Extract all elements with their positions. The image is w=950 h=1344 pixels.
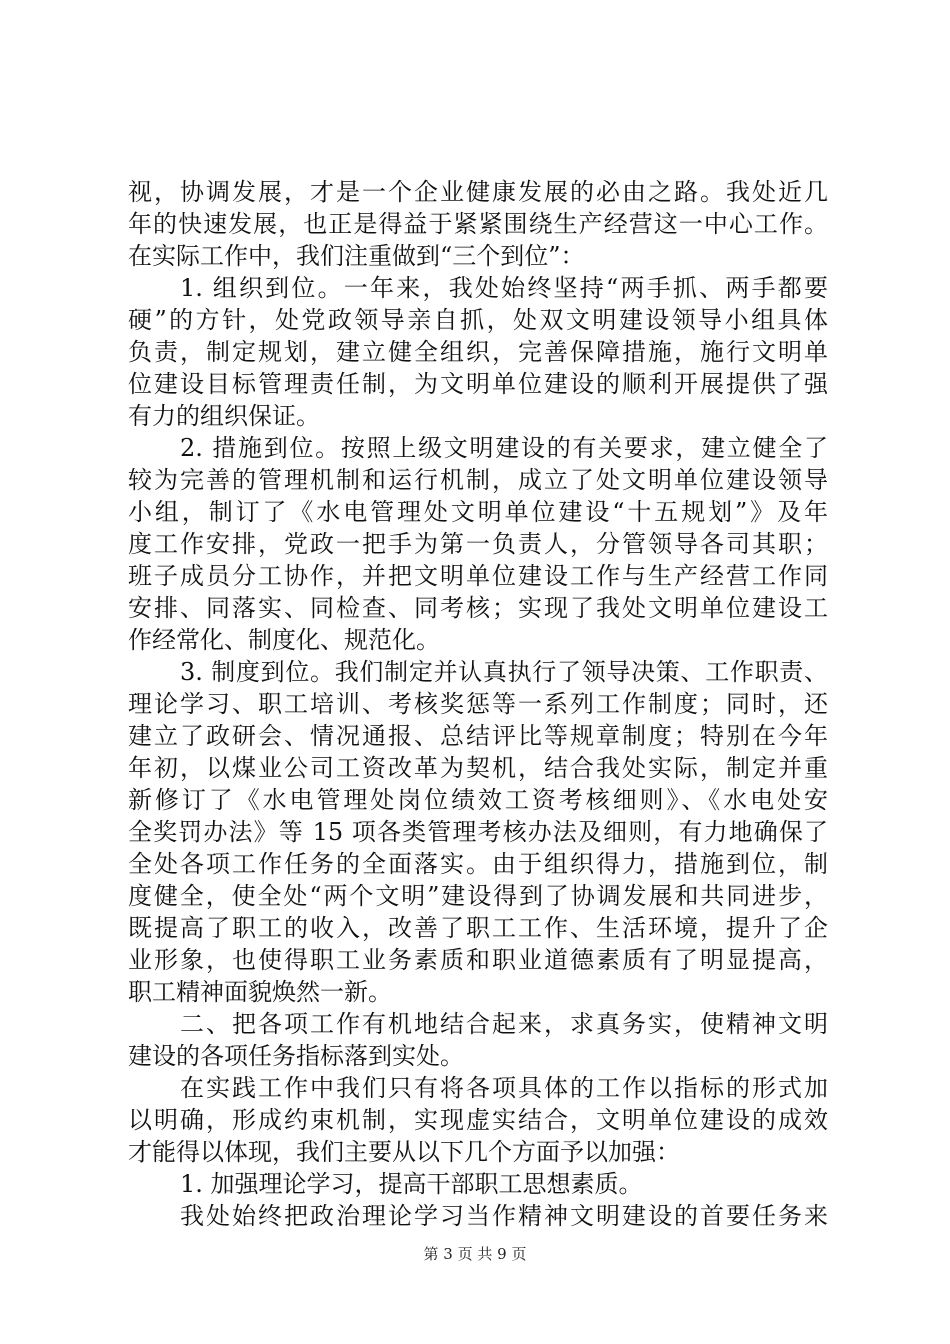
text-line: 有力的组织保证。 [128,402,320,430]
text-line: 班子成员分工协作，并把文明单位建设工作与生产经营工作同 [128,562,828,590]
page-number-footer: 第 3 页 共 9 页 [423,1245,527,1263]
text-line: 建立了政研会、情况通报、总结评比等规章制度；特别在今年 [128,722,828,750]
text-line: 负责，制定规划，建立健全组织，完善保障措施，施行文明单 [128,338,828,366]
text-line: 理论学习、职工培训、考核奖惩等一系列工作制度；同时，还 [128,690,828,718]
text-line: 职工精神面貌焕然一新。 [128,978,392,1006]
subheading-line: 1. 加强理论学习，提高干部职工思想素质。 [180,1170,643,1198]
text-line: 作经常化、制度化、规范化。 [128,626,440,654]
text-line: 3. 制度到位。我们制定并认真执行了领导决策、工作职责、 [180,658,828,686]
text-line: 小组，制订了《水电管理处文明单位建设“十五规划”》及年 [128,498,828,526]
text-line: 年的快速发展，也正是得益于紧紧围绕生产经营这一中心工作。 [128,210,828,238]
text-line: 在实践工作中我们只有将各项具体的工作以指标的形式加 [180,1074,828,1102]
text-line: 全处各项工作任务的全面落实。由于组织得力，措施到位，制 [128,850,828,878]
text-line: 较为完善的管理机制和运行机制，成立了处文明单位建设领导 [128,466,828,494]
text-line: 才能得以体现，我们主要从以下几个方面予以加强： [128,1138,680,1166]
text-line: 硬”的方针，处党政领导亲自抓，处双文明建设领导小组具体 [128,306,828,334]
text-line: 全奖罚办法》等 15 项各类管理考核办法及细则，有力地确保了 [128,818,828,846]
section-heading-line: 建设的各项任务指标落到实处。 [128,1042,464,1070]
text-line: 安排、同落实、同检查、同考核；实现了我处文明单位建设工 [128,594,828,622]
text-line: 我处始终把政治理论学习当作精神文明建设的首要任务来 [180,1202,828,1230]
section-heading-line: 二、把各项工作有机地结合起来，求真务实，使精神文明 [180,1010,828,1038]
text-line: 度工作安排，党政一把手为第一负责人，分管领导各司其职； [128,530,828,558]
body-text [128,176,828,1232]
text-line: 年初，以煤业公司工资改革为契机，结合我处实际，制定并重 [128,754,828,782]
text-line: 度健全，使全处“两个文明”建设得到了协调发展和共同进步， [128,882,828,910]
text-line: 以明确，形成约束机制，实现虚实结合，文明单位建设的成效 [128,1106,828,1134]
text-line: 2. 措施到位。按照上级文明建设的有关要求，建立健全了 [180,434,828,462]
text-line: 位建设目标管理责任制，为文明单位建设的顺利开展提供了强 [128,370,828,398]
text-line: 新修订了《水电管理处岗位绩效工资考核细则》、《水电处安 [128,786,828,814]
text-line: 视，协调发展，才是一个企业健康发展的必由之路。我处近几 [128,178,828,206]
text-line: 既提高了职工的收入，改善了职工工作、生活环境，提升了企 [128,914,828,942]
text-line: 业形象，也使得职工业务素质和职业道德素质有了明显提高， [128,946,828,974]
text-line: 在实际工作中，我们注重做到“三个到位”： [128,242,585,270]
text-line: 1. 组织到位。一年来，我处始终坚持“两手抓、两手都要 [180,274,828,302]
